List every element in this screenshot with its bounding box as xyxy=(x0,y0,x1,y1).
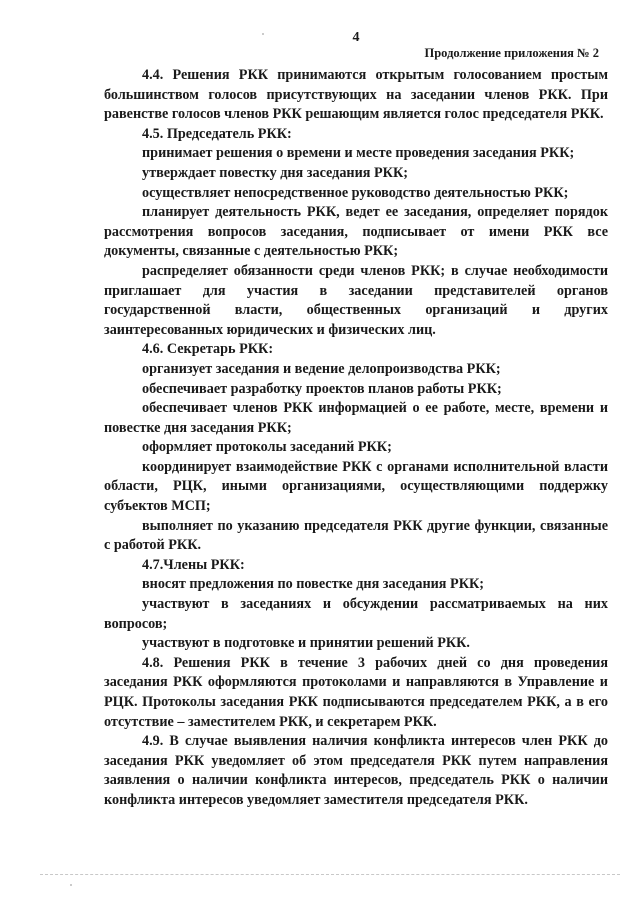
paragraph-4-4: 4.4. Решения РКК принимаются открытым голосованием простым большинством голосов присутствующих на заседании членов РКК. При равенстве голосов членов РКК решающим является голос председателя РКК. xyxy=(104,67,608,123)
scan-speck xyxy=(70,884,72,886)
scan-speck xyxy=(262,33,264,35)
paragraph: обеспечивает членов РКК информацией о ее работе, месте, времени и повестке дня заседания РКК; xyxy=(104,400,608,436)
paragraph: организует заседания и ведение делопроизводства РКК; xyxy=(142,360,501,377)
paragraph: распределяет обязанности среди членов РКК; в случае необходимости приглашает для участия в заседании представителей органов государственной власти, общественных организаций и других заинтересованных юридических и физических лиц. xyxy=(104,262,608,338)
paragraph-4-9: 4.9. В случае выявления наличия конфликта интересов член РКК до заседания РКК уведомляет об этом председателя РКК путем направления заявления о наличии конфликта интересов, председатель РКК о наличии конфликта интересов уведомляет заместителя председателя РКК. xyxy=(104,733,608,808)
paragraph: участвуют в заседаниях и обсуждении рассматриваемых на них вопросов; xyxy=(104,596,608,632)
paragraph: координирует взаимодействие РКК с органами исполнительной власти области, РЦК, иными организациями, осуществляющими поддержку субъектов МСП; xyxy=(104,458,608,515)
paragraph: участвуют в подготовке и принятии решений РКК. xyxy=(142,635,470,652)
paragraph: планирует деятельность РКК, ведет ее заседания, определяет порядок рассмотрения вопросов заседания, подписывает от имени РКК все документы, связанные с деятельностью РКК; xyxy=(104,204,608,260)
document-body xyxy=(104,66,608,811)
paragraph: вносят предложения по повестке дня заседания РКК; xyxy=(142,576,484,593)
paragraph: принимает решения о времени и месте проведения заседания РКК; xyxy=(142,145,575,162)
paragraph-4-5-heading: 4.5. Председатель РКК: xyxy=(142,125,292,142)
paragraph-4-6-heading: 4.6. Секретарь РКК: xyxy=(142,341,274,358)
paragraph: осуществляет непосредственное руководство деятельностью РКК; xyxy=(142,184,569,201)
paragraph: утверждает повестку дня заседания РКК; xyxy=(142,164,408,181)
paragraph: выполняет по указанию председателя РКК другие функции, связанные с работой РКК. xyxy=(104,517,608,554)
paragraph: оформляет протоколы заседаний РКК; xyxy=(142,439,392,456)
page-number: 4 xyxy=(352,30,360,45)
paragraph-4-7-heading: 4.7.Члены РКК: xyxy=(142,556,245,573)
appendix-continuation-note: Продолжение приложения № 2 xyxy=(424,46,599,60)
paragraph-4-8: 4.8. Решения РКК в течение 3 рабочих дней со дня проведения заседания РКК оформляются протоколами и направляются в Управление и РЦК. Протоколы заседания РКК подписываются председателем РКК, а в его отсутствие – заместителем РКК, и секретарем РКК. xyxy=(104,654,608,730)
scan-bottom-edge xyxy=(40,874,620,875)
paragraph: обеспечивает разработку проектов планов работы РКК; xyxy=(142,380,502,397)
